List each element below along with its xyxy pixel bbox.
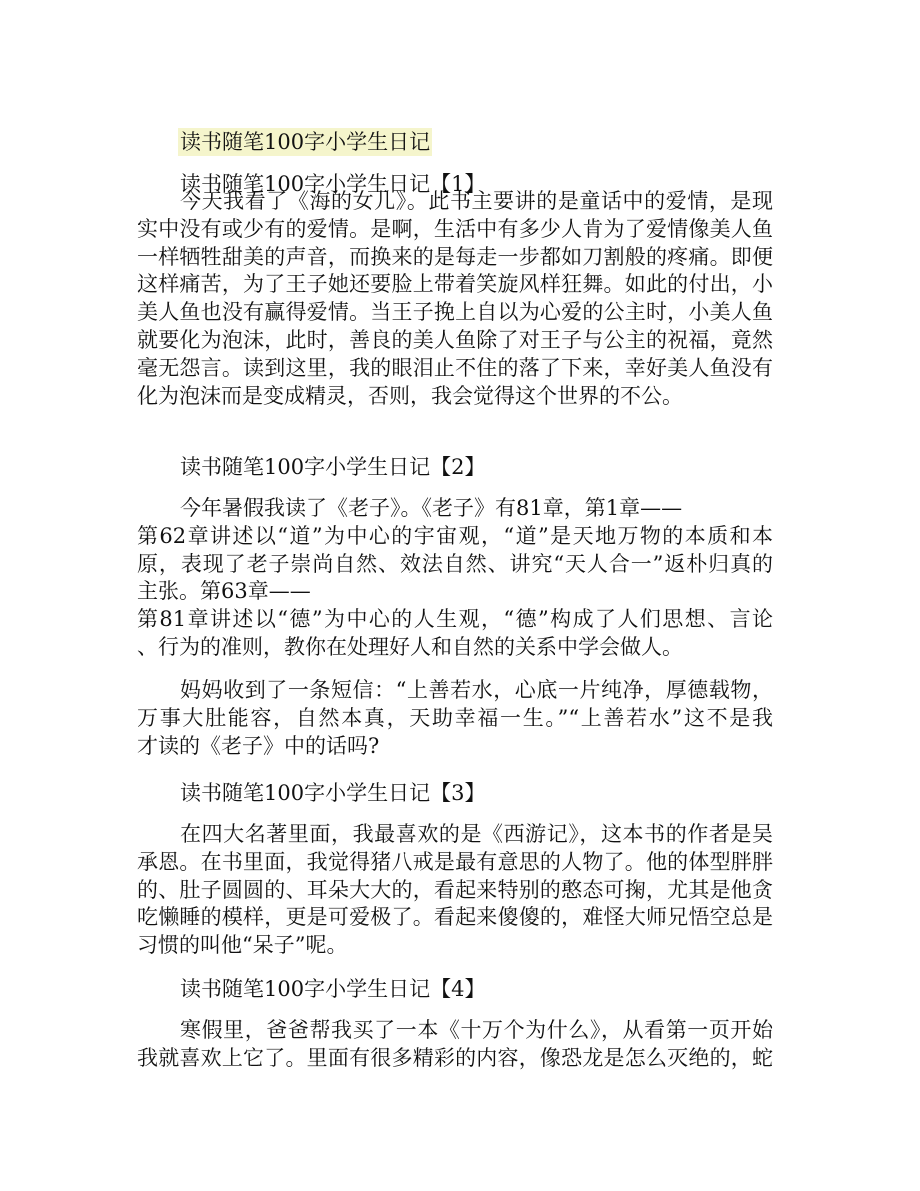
text-line: 美人鱼也没有赢得爱情。当王子挽上自以为心爱的公主时，小美人鱼 xyxy=(137,300,773,325)
text-line: 化为泡沫而是变成精灵，否则，我会觉得这个世界的不公。 xyxy=(137,383,683,408)
text-line: 寒假里，爸爸帮我买了一本《十万个为什么》，从看第一页开始 xyxy=(180,1018,773,1042)
text-line: 我就喜欢上它了。里面有很多精彩的内容，像恐龙是怎么灭绝的，蛇 xyxy=(137,1045,773,1070)
text-line: 实中没有或少有的爱情。是啊，生活中有多少人肯为了爱情像美人鱼 xyxy=(137,216,773,241)
text-line: 主张。第63章—— xyxy=(137,579,311,604)
section-heading-2: 读书随笔100字小学生日记【2】 xyxy=(180,455,486,479)
text-line: 今天我看了《海的女儿》。此书主要讲的是童话中的爱情，是现 xyxy=(180,189,773,213)
document-title: 读书随笔100字小学生日记 xyxy=(180,130,431,154)
text-line: 在四大名著里面，我最喜欢的是《西游记》，这本书的作者是吴 xyxy=(180,822,773,846)
section-heading-1: 读书随笔100字小学生日记【1】 xyxy=(180,172,486,196)
text-line: 、行为的准则，教你在处理好人和自然的关系中学会做人。 xyxy=(137,634,683,659)
text-line: 原，表现了老子崇尚自然、效法自然、讲究“天人合一”返朴归真的 xyxy=(137,551,773,576)
paragraph xyxy=(137,821,773,960)
text-line: 承恩。在书里面，我觉得猪八戒是最有意思的人物了。他的体型胖胖 xyxy=(137,849,773,874)
text-line: 才读的《老子》中的话吗? xyxy=(137,733,380,758)
paragraph xyxy=(137,188,773,410)
text-line: 第81章讲述以“德”为中心的人生观，“德”构成了人们思想、言论 xyxy=(137,607,773,632)
text-line: 第62章讲述以“道”为中心的宇宙观，“道”是天地万物的本质和本 xyxy=(137,523,773,548)
paragraph xyxy=(137,495,773,662)
section-heading-4: 读书随笔100字小学生日记【4】 xyxy=(180,977,486,1001)
text-line: 万事大肚能容，自然本真，天助幸福一生。”“上善若水”这不是我 xyxy=(137,705,773,730)
text-line: 一样牺牲甜美的声音，而换来的是每走一步都如刀割般的疼痛。即便 xyxy=(137,244,773,269)
paragraph xyxy=(137,677,773,760)
text-line: 吃懒睡的模样，更是可爱极了。看起来傻傻的，难怪大师兄悟空总是 xyxy=(137,905,773,930)
text-line: 毫无怨言。读到这里，我的眼泪止不住的落了下来，幸好美人鱼没有 xyxy=(137,355,773,380)
text-line: 这样痛苦，为了王子她还要脸上带着笑旋风样狂舞。如此的付出，小 xyxy=(137,272,773,297)
text-line: 今年暑假我读了《老子》。《老子》有81章，第1章—— xyxy=(180,496,683,520)
text-line: 习惯的叫他“呆子”呢。 xyxy=(137,933,348,958)
paragraph xyxy=(137,1017,773,1073)
section-heading-3: 读书随笔100字小学生日记【3】 xyxy=(180,781,486,805)
text-line: 就要化为泡沫，此时，善良的美人鱼除了对王子与公主的祝福，竟然 xyxy=(137,327,773,352)
text-line: 妈妈收到了一条短信：“上善若水，心底一片纯净，厚德载物， xyxy=(180,678,773,702)
text-line: 的、肚子圆圆的、耳朵大大的，看起来特别的憨态可掬，尤其是他贪 xyxy=(137,877,773,902)
